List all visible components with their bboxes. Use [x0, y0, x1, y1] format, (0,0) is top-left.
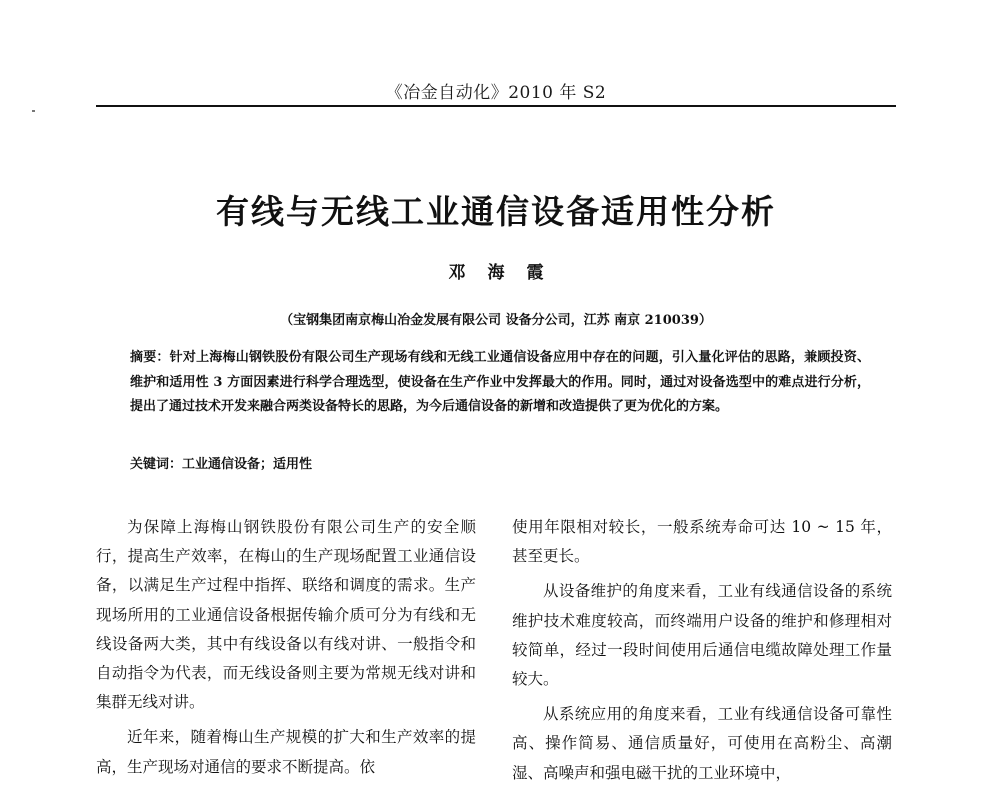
keywords: [130, 455, 870, 475]
keywords-text: 工业通信设备；适用性: [182, 457, 313, 472]
header-rule: [96, 105, 896, 107]
body-paragraph-continued: 使用年限相对较长，一般系统寿命可达 10 ~ 15 年，甚至更长。: [512, 518, 892, 566]
paper-title: 有线与无线工业通信设备适用性分析: [216, 192, 776, 231]
scan-artifact: [32, 110, 35, 112]
body-paragraph: 从系统应用的角度来看，工业有线通信设备可靠性高、操作简易、通信质量好，可使用在高粉尘、高潮湿、高噪声和强电磁干扰的工业环境中，: [512, 705, 892, 782]
abstract-label: 摘要：: [130, 350, 170, 365]
body-paragraph: 近年来，随着梅山生产规模的扩大和生产效率的提高，生产现场对通信的要求不断提高。依: [96, 728, 476, 776]
body-column-left: [96, 513, 476, 782]
body-column-right: [512, 513, 892, 788]
abstract-text: 针对上海梅山钢铁股份有限公司生产现场有线和无线工业通信设备应用中存在的问题，引入量化评估的思路，兼顾投资、维护和适用性 3 方面因素进行科学合理选型，使设备在生产作业中发挥最大的作用。同时，通过对设备选型中的难点进行分析，提出了通过技术开发来融合两类设备特长的思路，为今后通信设备的新增和改造提供了更为优化的方案。: [130, 350, 870, 414]
journal-header: 《冶金自动化》2010 年 S2: [385, 83, 607, 103]
paper-author: 邓海霞: [448, 263, 566, 283]
body-paragraph: 为保障上海梅山钢铁股份有限公司生产的安全顺行，提高生产效率，在梅山的生产现场配置工业通信设备，以满足生产过程中指挥、联络和调度的需求。生产现场所用的工业通信设备根据传输介质可分为有线和无线设备两大类，其中有线设备以有线对讲、一般指令和自动指令为代表，而无线设备则主要为常规无线对讲和集群无线对讲。: [96, 518, 476, 712]
body-paragraph: 从设备维护的角度来看，工业有线通信设备的系统维护技术难度较高，而终端用户设备的维护和修理相对较简单，经过一段时间使用后通信电缆故障处理工作量较大。: [512, 582, 892, 689]
paper-affiliation: （宝钢集团南京梅山冶金发展有限公司 设备分公司，江苏 南京 210039）: [280, 313, 712, 328]
abstract: [130, 346, 870, 420]
keywords-label: 关键词：: [130, 457, 183, 472]
